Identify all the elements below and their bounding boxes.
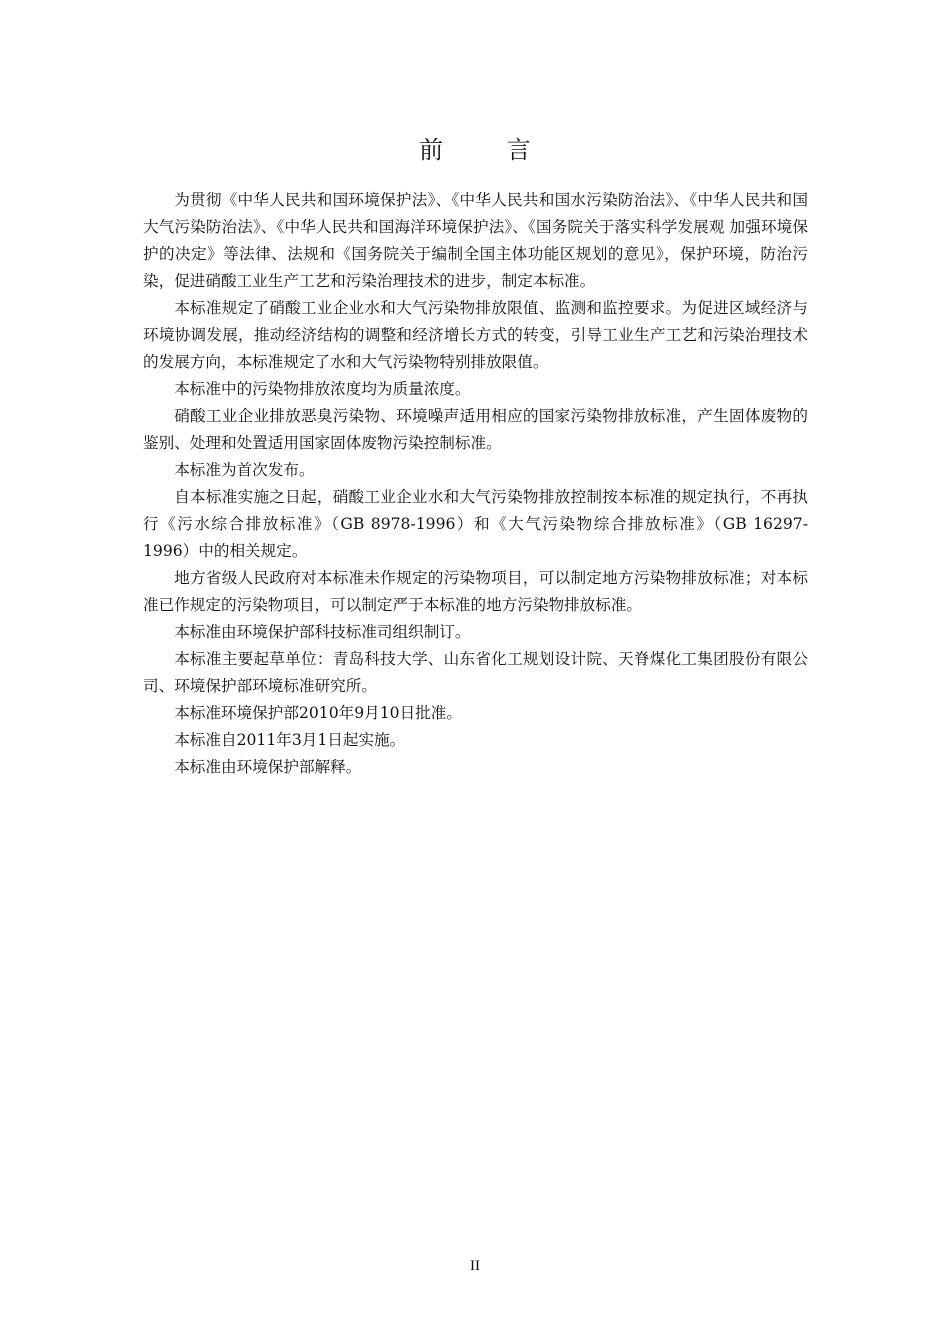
paragraph: 本标准环境保护部2010年9月10日批准。 bbox=[174, 704, 462, 722]
paragraph: 本标准主要起草单位：青岛科技大学、山东省化工规划设计院、天脊煤化工集团股份有限公司、环境保护部环境标准研究所。 bbox=[143, 650, 808, 695]
paragraph: 本标准自2011年3月1日起实施。 bbox=[174, 731, 406, 749]
paragraph: 本标准中的污染物排放浓度均为质量浓度。 bbox=[174, 380, 471, 398]
paragraph: 硝酸工业企业排放恶臭污染物、环境噪声适用相应的国家污染物排放标准，产生固体废物的鉴别、处理和处置适用国家固体废物污染控制标准。 bbox=[143, 407, 808, 452]
paragraph: 本标准规定了硝酸工业企业水和大气污染物排放限值、监测和监控要求。为促进区域经济与环境协调发展，推动经济结构的调整和经济增长方式的转变，引导工业生产工艺和污染治理技术的发展方向，本标准规定了水和大气污染物特别排放限值。 bbox=[143, 299, 808, 371]
paragraph: 本标准由环境保护部解释。 bbox=[174, 758, 362, 776]
paragraph: 地方省级人民政府对本标准未作规定的污染物项目，可以制定地方污染物排放标准；对本标准已作规定的污染物项目，可以制定严于本标准的地方污染物排放标准。 bbox=[143, 569, 808, 614]
page-title: 前 言 bbox=[419, 136, 559, 165]
paragraph: 为贯彻《中华人民共和国环境保护法》、《中华人民共和国水污染防治法》、《中华人民共和国大气污染防治法》、《中华人民共和国海洋环境保护法》、《国务院关于落实科学发展观 加强环境保护的决定》等法律、法规和《国务院关于编制全国主体功能区规划的意见》，保护环境，防治污染，促进硝酸工业生产工艺和污染治理技术的进步，制定本标准。 bbox=[143, 191, 808, 290]
body-text bbox=[143, 187, 808, 781]
paragraph: 本标准为首次发布。 bbox=[174, 461, 315, 479]
paragraph: 本标准由环境保护部科技标准司组织制订。 bbox=[174, 623, 471, 641]
paragraph: 自本标准实施之日起，硝酸工业企业水和大气污染物排放控制按本标准的规定执行，不再执行《污水综合排放标准》（GB 8978-1996）和《大气污染物综合排放标准》（GB 16297-1996）中的相关规定。 bbox=[143, 488, 808, 560]
page-number: II bbox=[470, 1258, 480, 1274]
